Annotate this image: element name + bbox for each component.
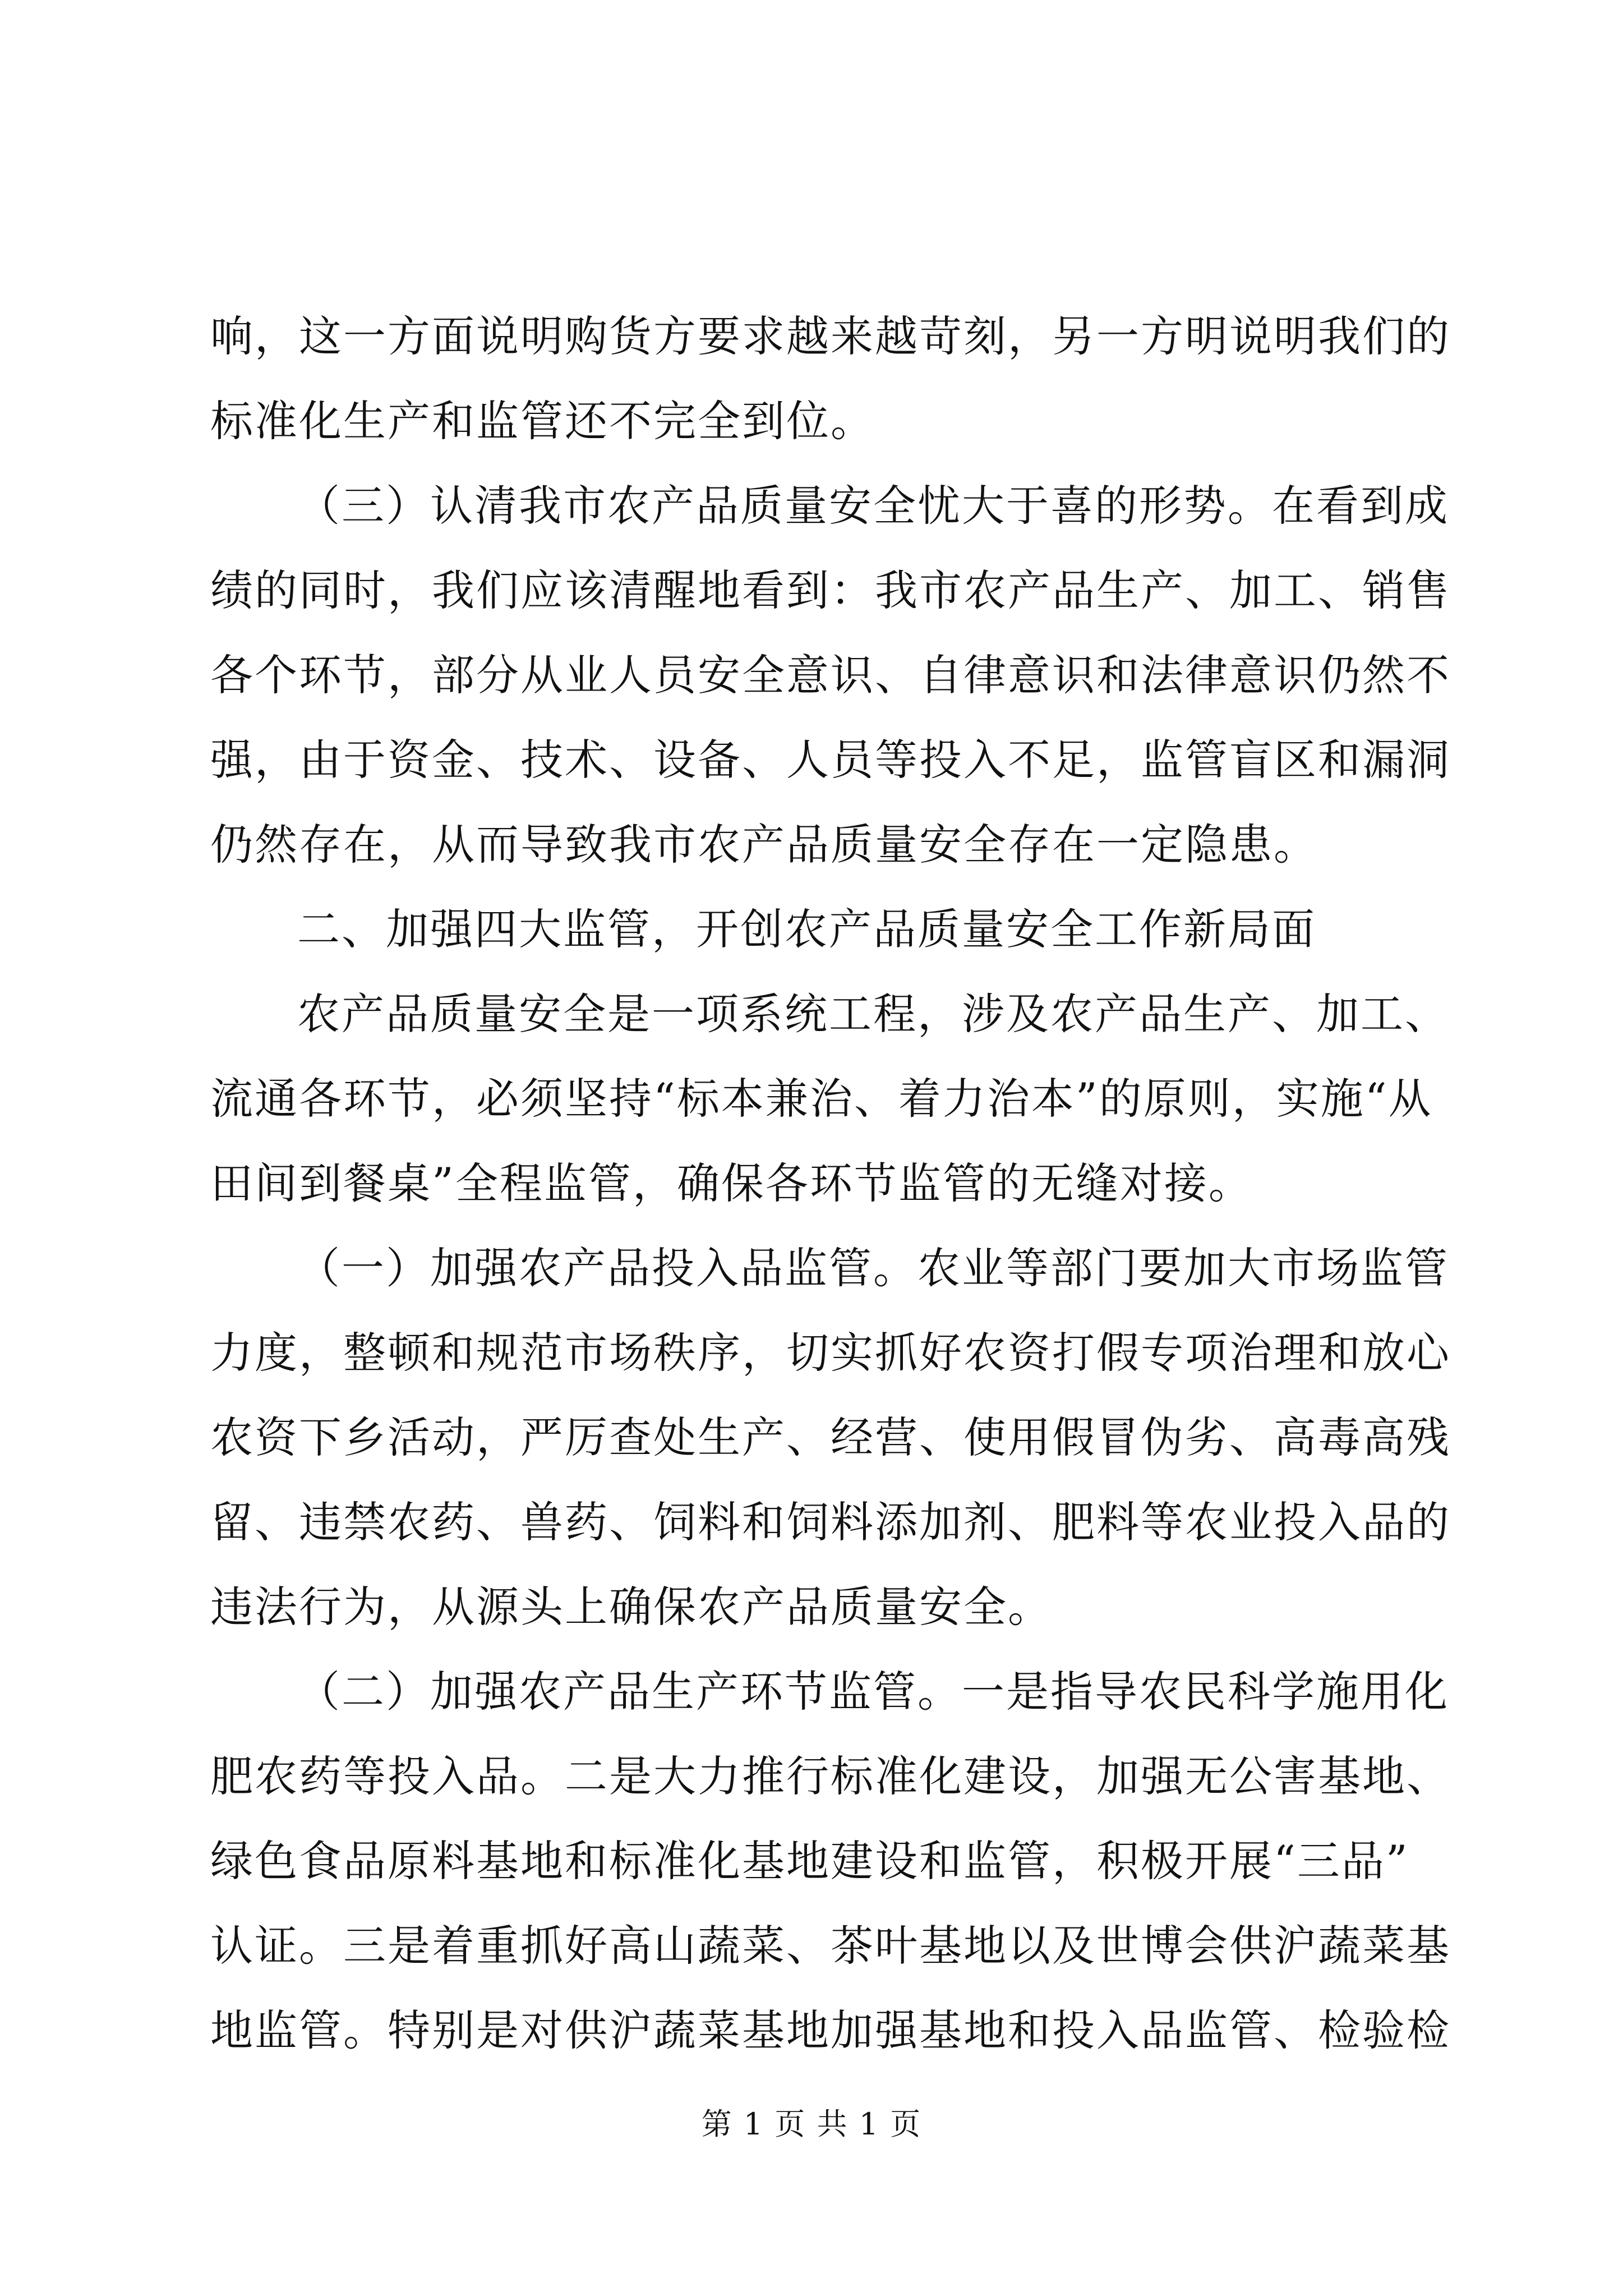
- body-line: 绿色食品原料基地和标准化基地建设和监管，积极开展“三品”: [210, 1836, 1409, 1886]
- section-heading: 二、加强四大监管，开创农产品质量安全工作新局面: [297, 904, 1316, 954]
- body-line: 地监管。特别是对供沪蔬菜基地加强基地和投入品监管、检验检: [210, 2005, 1451, 2055]
- body-line: 田间到餐桌”全程监管，确保各环节监管的无缝对接。: [210, 1158, 1253, 1208]
- body-line: 响，这一方面说明购货方要求越来越苛刻，另一方明说明我们的: [210, 311, 1451, 361]
- body-line: 流通各环节，必须坚持“标本兼治、着力治本”的原则，实施“从: [210, 1074, 1433, 1124]
- body-line: （二）加强农产品生产环节监管。一是指导农民科学施用化: [297, 1667, 1449, 1717]
- body-line: 绩的同时，我们应该清醒地看到：我市农产品生产、加工、销售: [210, 565, 1451, 615]
- body-line: 仍然存在，从而导致我市农产品质量安全存在一定隐患。: [210, 820, 1318, 869]
- body-line: 农资下乡活动，严厉查处生产、经营、使用假冒伪劣、高毒高残: [210, 1412, 1451, 1462]
- body-line: 标准化生产和监管还不完全到位。: [210, 396, 875, 446]
- page-number-footer: 第 1 页 共 1 页: [701, 2106, 922, 2142]
- body-line: 违法行为，从源头上确保农产品质量安全。: [210, 1582, 1052, 1632]
- body-line: （三）认清我市农产品质量安全忧大于喜的形势。在看到成: [297, 481, 1449, 531]
- body-line: 农产品质量安全是一项系统工程，涉及农产品生产、加工、: [297, 989, 1449, 1039]
- body-line: 力度，整顿和规范市场秩序，切实抓好农资打假专项治理和放心: [210, 1328, 1451, 1378]
- body-line: 肥农药等投入品。二是大力推行标准化建设，加强无公害基地、: [210, 1751, 1451, 1801]
- body-line: 强，由于资金、技术、设备、人员等投入不足，监管盲区和漏洞: [210, 735, 1451, 785]
- body-line: （一）加强农产品投入品监管。农业等部门要加大市场监管: [297, 1243, 1449, 1293]
- body-line: 留、违禁农药、兽药、饲料和饲料添加剂、肥料等农业投入品的: [210, 1497, 1451, 1547]
- body-line: 各个环节，部分从业人员安全意识、自律意识和法律意识仍然不: [210, 650, 1451, 700]
- body-line: 认证。三是着重抓好高山蔬菜、茶叶基地以及世博会供沪蔬菜基: [210, 1921, 1451, 1971]
